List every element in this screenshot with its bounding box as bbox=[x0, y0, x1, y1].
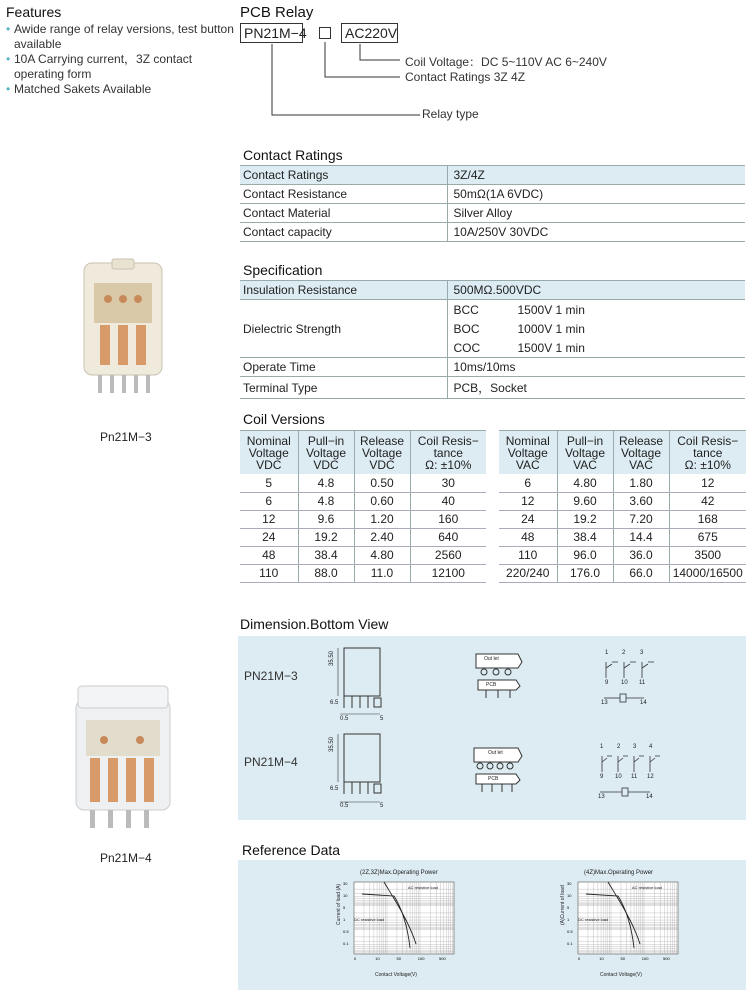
table-cell: 19.2 bbox=[557, 510, 613, 528]
x-tick-label: 100 bbox=[641, 956, 649, 961]
pin-1: 1 bbox=[605, 650, 609, 656]
table-cell: 640 bbox=[410, 528, 486, 546]
outlet-label-3: Out let bbox=[484, 656, 499, 662]
pin-10-4: 10 bbox=[615, 774, 622, 780]
table-cell: 160 bbox=[410, 510, 486, 528]
coil-ac-body bbox=[499, 474, 746, 582]
table-cell: 675 bbox=[669, 528, 746, 546]
x-tick-label: 500 bbox=[663, 956, 670, 961]
table-cell: 12 bbox=[669, 474, 746, 492]
dim-05: 0.5 bbox=[340, 716, 349, 722]
pn21m3-socket-sketch bbox=[470, 650, 530, 700]
model-code-box: PN21M−4 bbox=[240, 23, 303, 43]
table-cell: 42 bbox=[669, 492, 746, 510]
pin-1-4: 1 bbox=[600, 744, 604, 750]
chart1-ac-label: AC resistive load bbox=[408, 885, 439, 890]
table-cell: 4.8 bbox=[298, 492, 354, 510]
table-cell: 7.20 bbox=[613, 510, 669, 528]
x-tick-label: 100 bbox=[417, 956, 425, 961]
pin-9-4: 9 bbox=[600, 774, 604, 780]
pin-13-4: 13 bbox=[598, 794, 605, 800]
relay-3-caption: Pn21M−3 bbox=[100, 430, 152, 444]
coil-ac-table bbox=[499, 430, 746, 583]
table-cell: 40 bbox=[410, 492, 486, 510]
table-cell: 88.0 bbox=[298, 564, 354, 582]
features-list bbox=[6, 22, 236, 97]
contact-ratings-table bbox=[240, 165, 745, 242]
pn21m4-outline bbox=[330, 728, 390, 813]
table-cell: 11.0 bbox=[354, 564, 410, 582]
y-tick-label: 5 bbox=[343, 905, 346, 910]
pin-4-4: 4 bbox=[649, 744, 653, 750]
pin-12-4: 12 bbox=[647, 774, 654, 780]
x-tick-label: 0 bbox=[354, 956, 357, 961]
table-row bbox=[499, 546, 746, 564]
table-cell: 96.0 bbox=[557, 546, 613, 564]
pn21m3-outline bbox=[330, 642, 390, 727]
table-cell: 5 bbox=[240, 474, 298, 492]
x-tick-label: 10 bbox=[375, 956, 380, 961]
chart2-xlabel: Contact Voltage(V) bbox=[600, 972, 642, 978]
coil-dc-body bbox=[240, 474, 486, 582]
feature-item: • 10A Carrying current，3Z contact operating form bbox=[6, 52, 236, 82]
dielectric-row: BCC 1500V 1 min bbox=[453, 302, 585, 317]
relay-type-label: Relay type bbox=[422, 107, 479, 121]
dimension-pn21m3-label: PN21M−3 bbox=[244, 669, 298, 683]
chart2-ac-label: AC resistive load bbox=[632, 885, 663, 890]
table-cell: 30 bbox=[410, 474, 486, 492]
y-tick-label: 10 bbox=[567, 893, 572, 898]
coil-dc-table bbox=[240, 430, 486, 583]
voltage-code-box: AC220V bbox=[341, 23, 398, 43]
table-cell: 9.60 bbox=[557, 492, 613, 510]
y-tick-label: 0.1 bbox=[567, 941, 573, 946]
feature-item: • Matched Sakets Available bbox=[6, 82, 236, 97]
contact-code-box bbox=[319, 27, 331, 39]
y-tick-label: 1 bbox=[567, 917, 570, 922]
table-cell: 110 bbox=[240, 564, 298, 582]
dielectric-row: BOC 1000V 1 min bbox=[453, 321, 585, 336]
relay-4-image bbox=[70, 680, 180, 840]
table-cell: 168 bbox=[669, 510, 746, 528]
table-row: Contact capacity 10A/250V 30VDC bbox=[240, 223, 745, 242]
table-cell: 14000/16500 bbox=[669, 564, 746, 582]
table-row: Contact Material Silver Alloy bbox=[240, 204, 745, 223]
table-row bbox=[499, 474, 746, 492]
pcb-label-3: PCB bbox=[486, 682, 497, 688]
y-tick-label: 30 bbox=[343, 881, 348, 886]
dim-height: 35.50 bbox=[329, 650, 335, 666]
table-cell: 2.40 bbox=[354, 528, 410, 546]
dimension-pn21m4-label: PN21M−4 bbox=[244, 755, 298, 769]
table-row bbox=[499, 528, 746, 546]
table-row bbox=[240, 528, 486, 546]
pcb-label-4: PCB bbox=[488, 776, 499, 782]
y-tick-label: 1 bbox=[343, 917, 346, 922]
table-cell: 3.60 bbox=[613, 492, 669, 510]
table-cell: 24 bbox=[499, 510, 557, 528]
specification-table bbox=[240, 280, 745, 399]
x-tick-label: 50 bbox=[620, 956, 625, 961]
coil-voltage-label: Coil Voltage：DC 5~110V AC 6~240V bbox=[405, 55, 607, 69]
dimension-title: Dimension.Bottom View bbox=[240, 616, 389, 632]
contact-ratings-label: Contact Ratings 3Z 4Z bbox=[405, 70, 526, 84]
table-cell: 36.0 bbox=[613, 546, 669, 564]
table-cell: 2560 bbox=[410, 546, 486, 564]
table-row: Insulation Resistance 500MΩ.500VDC bbox=[240, 281, 745, 300]
pin-2: 2 bbox=[622, 650, 626, 656]
table-row bbox=[240, 510, 486, 528]
chart2-title: (4Z)Max.Operating Power bbox=[584, 870, 654, 876]
table-cell: 110 bbox=[499, 546, 557, 564]
table-cell: 38.4 bbox=[557, 528, 613, 546]
dim-65-4: 6.5 bbox=[330, 786, 339, 792]
table-cell: 48 bbox=[499, 528, 557, 546]
table-row bbox=[240, 546, 486, 564]
table-cell: 14.4 bbox=[613, 528, 669, 546]
pin-14-4: 14 bbox=[646, 794, 653, 800]
table-cell: 24 bbox=[240, 528, 298, 546]
table-cell: 19.2 bbox=[298, 528, 354, 546]
chart2-ylabel: (A)Current of load bbox=[560, 885, 566, 925]
x-tick-label: 500 bbox=[439, 956, 446, 961]
table-cell: 38.4 bbox=[298, 546, 354, 564]
dim-5: 5 bbox=[380, 716, 384, 722]
pin-10: 10 bbox=[621, 680, 628, 686]
table-row bbox=[240, 492, 486, 510]
dielectric-row: COC 1500V 1 min bbox=[453, 340, 585, 355]
table-row bbox=[240, 564, 486, 582]
pin-3: 3 bbox=[640, 650, 644, 656]
dim-65: 6.5 bbox=[330, 700, 339, 706]
specification-title: Specification bbox=[243, 262, 323, 278]
table-cell: 12100 bbox=[410, 564, 486, 582]
dim-5-4: 5 bbox=[380, 803, 384, 809]
table-row: Operate Time 10ms/10ms bbox=[240, 358, 745, 377]
dim-height-4: 35.50 bbox=[329, 736, 335, 752]
pin-9: 9 bbox=[605, 680, 609, 686]
table-cell: 6 bbox=[499, 474, 557, 492]
table-cell: 4.80 bbox=[354, 546, 410, 564]
pin-3-4: 3 bbox=[633, 744, 637, 750]
outlet-label-4: Out let bbox=[488, 750, 503, 756]
y-tick-label: 0.5 bbox=[567, 929, 573, 934]
y-tick-label: 0.1 bbox=[343, 941, 349, 946]
chart1-ylabel: Current of load (A) bbox=[336, 883, 342, 925]
table-header-row: Nominal Voltage VAC Pull−in Voltage VAC Release Voltage VAC Coil Resis− tance Ω: ±10% bbox=[499, 431, 746, 475]
features-title: Features bbox=[6, 4, 62, 20]
y-tick-label: 10 bbox=[343, 893, 348, 898]
table-cell: 48 bbox=[240, 546, 298, 564]
x-tick-label: 10 bbox=[599, 956, 604, 961]
pin-11: 11 bbox=[639, 680, 646, 686]
contact-ratings-title: Contact Ratings bbox=[243, 147, 343, 163]
dim-05-4: 0.5 bbox=[340, 803, 349, 809]
x-tick-label: 50 bbox=[396, 956, 401, 961]
pin-14: 14 bbox=[640, 700, 647, 706]
pcb-relay-title: PCB Relay bbox=[240, 4, 314, 21]
features-section bbox=[6, 4, 236, 97]
y-tick-label: 5 bbox=[567, 905, 570, 910]
table-row bbox=[499, 510, 746, 528]
table-row bbox=[240, 474, 486, 492]
pin-11-4: 11 bbox=[631, 774, 638, 780]
coil-versions-title: Coil Versions bbox=[243, 411, 325, 427]
x-tick-label: 0 bbox=[578, 956, 581, 961]
table-row: Terminal Type PCB，Socket bbox=[240, 377, 745, 399]
table-cell: 12 bbox=[499, 492, 557, 510]
table-cell: 3500 bbox=[669, 546, 746, 564]
table-row: Contact Ratings 3Z/4Z bbox=[240, 166, 745, 185]
y-tick-label: 30 bbox=[567, 881, 572, 886]
pin-2-4: 2 bbox=[617, 744, 621, 750]
table-cell: 0.50 bbox=[354, 474, 410, 492]
chart1-title: (2Z,3Z)Max.Operating Power bbox=[360, 870, 438, 876]
chart1-dc-label: DC resistive load bbox=[354, 917, 385, 922]
relay-3-image bbox=[78, 255, 168, 415]
table-cell: 4.8 bbox=[298, 474, 354, 492]
table-row bbox=[499, 492, 746, 510]
pin-13: 13 bbox=[601, 700, 608, 706]
table-cell: 9.6 bbox=[298, 510, 354, 528]
table-cell: 220/240 bbox=[499, 564, 557, 582]
table-cell: 12 bbox=[240, 510, 298, 528]
table-cell: 1.80 bbox=[613, 474, 669, 492]
table-cell: 0.60 bbox=[354, 492, 410, 510]
table-cell: 176.0 bbox=[557, 564, 613, 582]
relay-4-caption: Pn21M−4 bbox=[100, 851, 152, 865]
table-row: Contact Resistance 50mΩ(1A 6VDC) bbox=[240, 185, 745, 204]
y-tick-label: 0.5 bbox=[343, 929, 349, 934]
reference-title: Reference Data bbox=[242, 842, 341, 858]
chart1-xlabel: Contact Voltage(V) bbox=[375, 972, 417, 978]
table-cell: 66.0 bbox=[613, 564, 669, 582]
table-cell: 1.20 bbox=[354, 510, 410, 528]
chart2-dc-label: DC resistive load bbox=[578, 917, 609, 922]
table-cell: 4.80 bbox=[557, 474, 613, 492]
table-header-row: Nominal Voltage VDC Pull−in Voltage VDC Release Voltage VDC Coil Resis− tance Ω: ±10% bbox=[240, 431, 486, 475]
feature-item: • Awide range of relay versions, test button available bbox=[6, 22, 236, 52]
table-cell: 6 bbox=[240, 492, 298, 510]
table-row: Dielectric Strength BCC 1500V 1 min BOC 1000V 1 min COC 1500V 1 min bbox=[240, 300, 745, 358]
table-row bbox=[499, 564, 746, 582]
